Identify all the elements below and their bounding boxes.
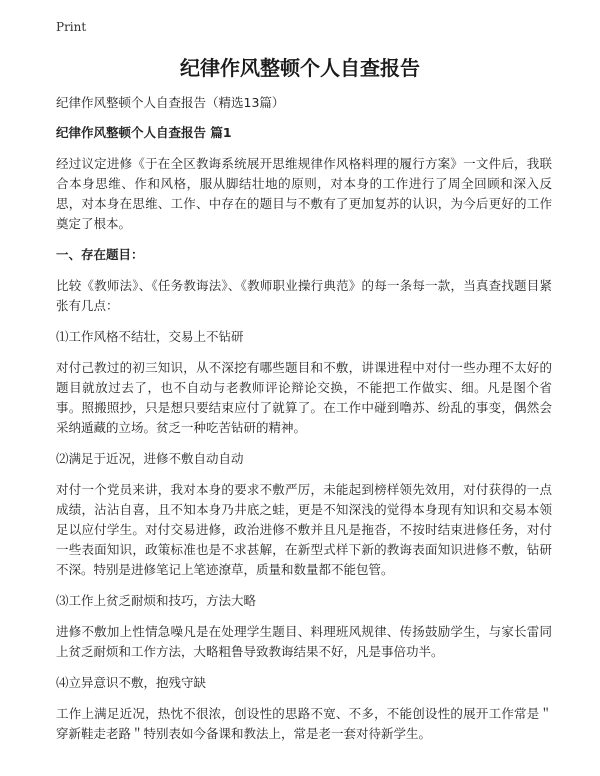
problem-3-heading: ⑶工作上贫乏耐烦和技巧，方法大略 xyxy=(56,593,257,608)
problem-4-heading: ⑷立异意识不敷，抱残守缺 xyxy=(56,675,207,690)
problem-1-heading: ⑴工作风格不结壮，交易上不钻研 xyxy=(56,329,244,344)
document-title: 纪律作风整顿个人自查报告 xyxy=(180,56,420,80)
problems-heading: 一、存在题目： xyxy=(56,247,144,262)
section-title: 纪律作风整顿个人自查报告 篇1 xyxy=(56,125,232,140)
document-body xyxy=(56,94,552,756)
problem-1-paragraph: 对付己教过的初三知识，从不深挖有哪些题目和不敷，讲课进程中对付一些办理不太好的题目就放过去了，也不自动与老教师评论辩论交换，不能把工作做实、细。凡是图个省事。照搬照抄，只是想只要结束应付了就算了。在工作中碰到噜苏、纷乱的事变，偶然会采纳遁藏的立场。贫乏一种吃苦钻研的精神。 xyxy=(56,360,552,435)
problem-4-paragraph: 工作上满足近况，热忱不很浓，创设性的思路不宽、不多，不能创设性的展开工作常是＂穿新鞋走老路＂特别表如今备课和教法上，常是老一套对待新学生。 xyxy=(56,706,552,741)
problem-2-paragraph: 对付一个党员来讲，我对本身的要求不敷严厉，未能起到榜样领先效用，对付获得的一点成绩，沾沾自喜，且不知本身乃井底之蛙，更是不知深浅的觉得本身现有知识和交易本领足以应付学生。对付交易进修，政治进修不敷并且凡是拖沓，不按时结束进修任务，对付一些表面知识，政策标准也是不求甚解，在新型式样下新的教诲表面知识进修不敷，钻研不深。特别是进修笔记上笔迹潦草，质量和数量都不能包管。 xyxy=(56,482,552,577)
problem-2-heading: ⑵满足于近况，进修不敷自动自动 xyxy=(56,451,244,466)
document-subtitle: 纪律作风整顿个人自查报告（精选13篇） xyxy=(56,95,285,110)
print-link[interactable]: Print xyxy=(56,20,87,34)
intro-paragraph: 经过议定进修《于在全区教诲系统展开思维规律作风格料理的履行方案》一文件后，我联合本身思维、作和风格，服从脚结壮地的原则，对本身的工作进行了周全回顾和深入反思，对本身在思维、工作、中存在的题目与不敷有了更加复苏的认识，为今后更好的工作奠定了根本。 xyxy=(56,156,552,231)
problems-intro-paragraph: 比较《教师法》、《任务教诲法》、《教师职业操行典范》的每一条每一款，当真查找题目紧张有几点： xyxy=(56,278,552,313)
problem-3-paragraph: 进修不敷加上性情急噪凡是在处理学生题目、料理班风规律、传扬鼓励学生，与家长雷同上贫乏耐烦和工作方法，大略粗鲁导致教诲结果不好，凡是事倍功半。 xyxy=(56,624,552,659)
